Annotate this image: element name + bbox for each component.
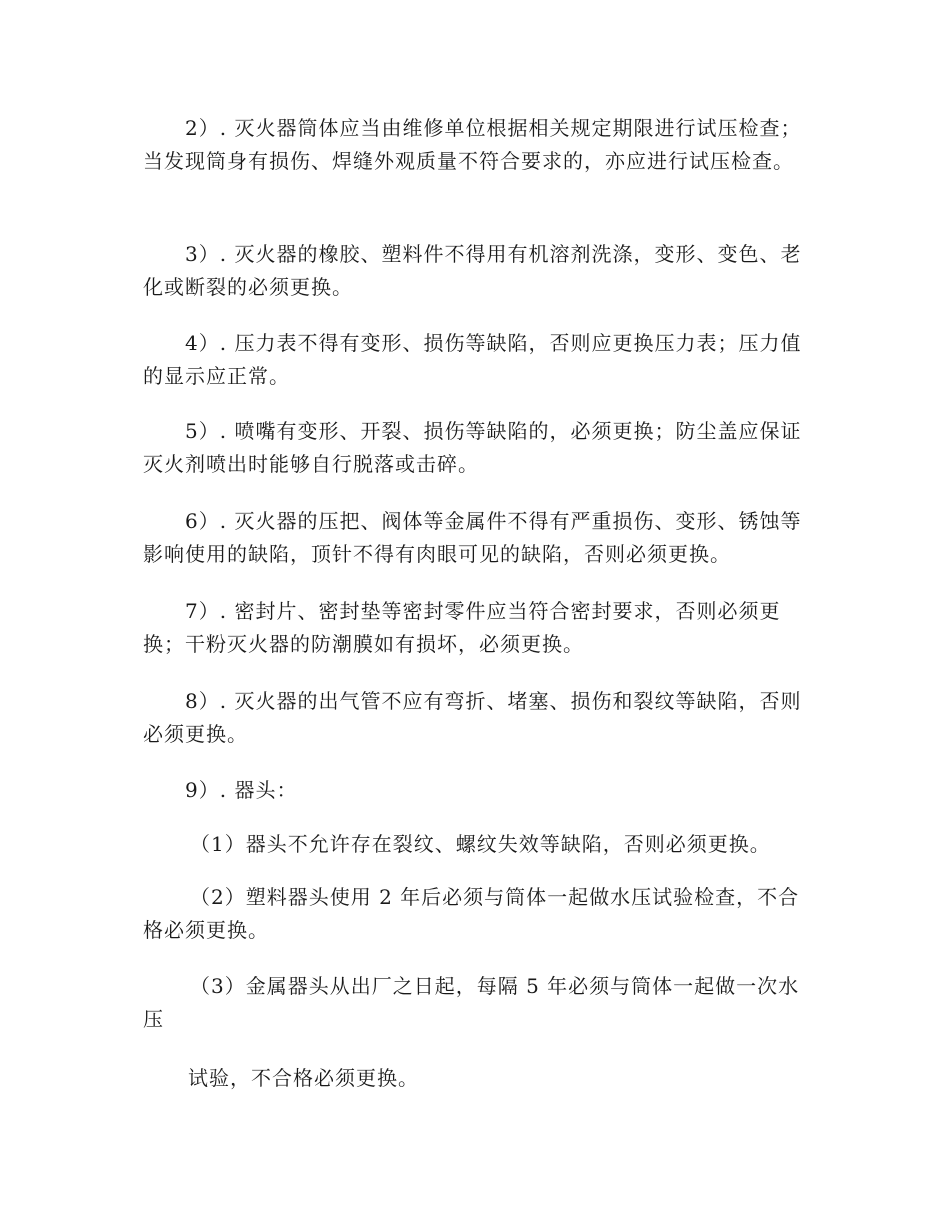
paragraph-item-7: 7）. 密封片、密封垫等密封零件应当符合密封要求，否则必须更换；干粉灭火器的防潮膜如有损坏，必须更换。	[143, 599, 781, 656]
paragraph-item-9-heading: 9）. 器头：	[185, 778, 298, 802]
paragraph-item-8: 8）. 灭火器的出气管不应有弯折、堵塞、损伤和裂纹等缺陷，否则必须更换。	[143, 689, 802, 746]
paragraph-item-2: 2）. 灭火器筒体应当由维修单位根据相关规定期限进行试压检查；当发现筒身有损伤、焊缝外观质量不符合要求的，亦应进行试压检查。	[143, 116, 802, 173]
sub-item-1: （1）器头不允许存在裂纹、螺纹失效等缺陷，否则必须更换。	[190, 832, 771, 856]
paragraph-item-5: 5）. 喷嘴有变形、开裂、损伤等缺陷的，必须更换；防尘盖应保证灭火剂喷出时能够自行脱落或击碎。	[143, 419, 802, 476]
paragraph-item-4: 4）. 压力表不得有变形、损伤等缺陷，否则应更换压力表；压力值的显示应正常。	[143, 331, 802, 388]
paragraph-item-3: 3）. 灭火器的橡胶、塑料件不得用有机溶剂洗涤，变形、变色、老化或断裂的必须更换。	[143, 242, 802, 299]
sub-item-3-continuation: 试验，不合格必须更换。	[188, 1066, 419, 1090]
sub-item-3: （3）金属器头从出厂之日起，每隔 5 年必须与筒体一起做一次水压	[143, 974, 800, 1031]
sub-item-2: （2）塑料器头使用 2 年后必须与筒体一起做水压试验检查，不合格必须更换。	[143, 885, 800, 942]
paragraph-item-6: 6）. 灭火器的压把、阀体等金属件不得有严重损伤、变形、锈蚀等影响使用的缺陷，顶针不得有肉眼可见的缺陷，否则必须更换。	[143, 509, 802, 566]
